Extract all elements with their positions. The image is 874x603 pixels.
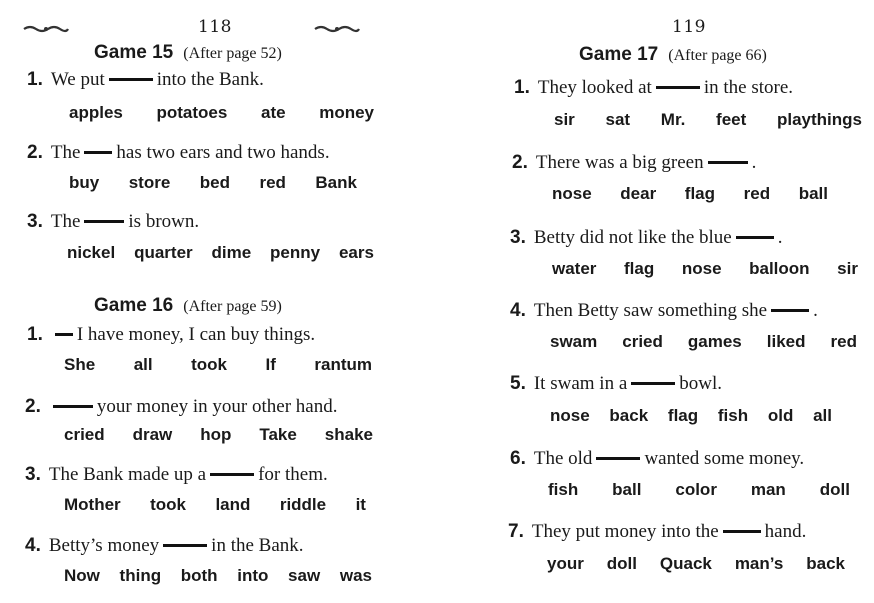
choice-word[interactable]: liked <box>766 332 806 351</box>
question-text-after: for them. <box>258 464 328 485</box>
choice-word[interactable]: ball <box>798 184 828 203</box>
choice-word[interactable]: all <box>133 355 153 374</box>
game-heading <box>94 42 282 64</box>
choice-word[interactable]: land <box>215 495 251 514</box>
answer-blank <box>55 333 73 336</box>
question <box>25 535 304 557</box>
choice-word[interactable]: was <box>339 566 372 585</box>
choice-word[interactable]: If <box>265 355 276 374</box>
question-number: 3. <box>27 211 43 232</box>
choice-word[interactable]: flag <box>684 184 716 203</box>
game-title: Game 15 <box>94 42 174 63</box>
choice-word[interactable]: playthings <box>776 110 862 129</box>
question-text-after: is brown. <box>128 211 200 232</box>
question-text-after: . <box>813 300 818 321</box>
choice-word[interactable]: games <box>687 332 742 351</box>
choice-word[interactable]: shake <box>324 425 373 444</box>
choice-word[interactable]: rantum <box>314 355 372 374</box>
question-text-after: . <box>777 227 783 248</box>
question-text-before: They put money into the <box>531 521 719 542</box>
answer-blank <box>210 473 254 476</box>
answer-choices <box>552 184 828 204</box>
question-number: 6. <box>510 448 526 469</box>
choice-word[interactable]: Mr. <box>660 110 686 129</box>
answer-blank <box>708 161 748 164</box>
choice-word[interactable]: She <box>64 355 96 374</box>
choice-word[interactable]: both <box>180 566 218 585</box>
question <box>27 211 199 233</box>
question <box>514 77 793 99</box>
question-number: 4. <box>25 535 41 556</box>
question <box>510 448 804 470</box>
answer-choices <box>64 566 372 586</box>
choice-word[interactable]: all <box>813 406 832 425</box>
choice-word[interactable]: man <box>750 480 786 499</box>
question-text-after: in the store. <box>703 77 794 98</box>
choice-word[interactable]: sir <box>554 110 575 129</box>
question-text-before: The <box>50 211 81 232</box>
game-title: Game 17 <box>579 44 659 65</box>
question-text-after: in the Bank. <box>211 535 304 556</box>
question <box>27 69 264 91</box>
answer-choices <box>552 259 858 279</box>
page-number: 119 <box>672 17 706 37</box>
choice-word[interactable]: back <box>609 406 649 425</box>
question <box>27 142 330 164</box>
answer-choices <box>69 173 357 193</box>
question-number: 4. <box>510 300 526 321</box>
answer-blank <box>109 78 153 81</box>
ornament-icon <box>22 24 70 34</box>
question <box>508 521 806 543</box>
answer-blank <box>53 405 93 408</box>
choice-word[interactable]: it <box>355 495 366 514</box>
question <box>25 464 328 486</box>
question-text-after: wanted some money. <box>644 448 805 469</box>
question-number: 2. <box>25 396 41 417</box>
question <box>25 396 337 418</box>
choice-word[interactable]: old <box>767 406 794 425</box>
choice-word[interactable]: doll <box>819 480 850 499</box>
choice-word[interactable]: back <box>806 554 845 573</box>
choice-word[interactable]: balloon <box>749 259 810 278</box>
question-number: 2. <box>512 152 528 173</box>
question-number: 7. <box>508 521 524 542</box>
choice-word[interactable]: nose <box>552 184 592 203</box>
right-page <box>437 0 874 603</box>
question-text-before: We put <box>50 69 105 90</box>
answer-blank <box>656 86 700 89</box>
choice-word[interactable]: Take <box>259 425 297 444</box>
choice-word[interactable]: potatoes <box>156 103 228 122</box>
question-text-before: It swam in a <box>533 373 628 394</box>
answer-choices <box>64 355 372 375</box>
question-text-before: Betty’s money <box>48 535 160 556</box>
answer-blank <box>596 457 640 460</box>
question-number: 1. <box>27 324 43 345</box>
question-text-after: bowl. <box>679 373 723 394</box>
answer-choices <box>67 243 374 263</box>
choice-word[interactable]: fish <box>717 406 749 425</box>
choice-word[interactable]: color <box>675 480 717 499</box>
choice-word[interactable]: feet <box>716 110 747 129</box>
choice-word[interactable]: sat <box>605 110 631 129</box>
choice-word[interactable]: took <box>150 495 186 514</box>
answer-blank <box>771 309 809 312</box>
choice-word[interactable]: man’s <box>734 554 784 573</box>
choice-word[interactable]: red <box>259 173 286 192</box>
question-text-after: into the Bank. <box>156 69 264 90</box>
answer-blank <box>723 530 761 533</box>
game-heading <box>94 295 282 317</box>
answer-choices <box>548 480 850 500</box>
game-after: (After page 52) <box>183 45 282 62</box>
choice-word[interactable]: cried <box>622 332 663 351</box>
question-number: 1. <box>514 77 530 98</box>
choice-word[interactable]: buy <box>69 173 100 192</box>
choice-word[interactable]: cried <box>64 425 105 444</box>
choice-word[interactable]: draw <box>132 425 173 444</box>
choice-word[interactable]: took <box>191 355 227 374</box>
choice-word[interactable]: your <box>547 554 584 573</box>
question <box>27 324 315 346</box>
question <box>512 152 756 174</box>
choice-word[interactable]: nose <box>681 259 722 278</box>
question-text-before: The <box>50 142 81 163</box>
choice-word[interactable]: Quack <box>659 554 712 573</box>
choice-word[interactable]: fish <box>548 480 579 499</box>
question-text-before: Then Betty saw something she <box>533 300 768 321</box>
choice-word[interactable]: ate <box>260 103 286 122</box>
question-text-before: Betty did not like the blue <box>533 227 732 248</box>
choice-word[interactable]: Now <box>64 566 100 585</box>
choice-word[interactable]: swam <box>550 332 598 351</box>
game-after: (After page 59) <box>183 298 282 315</box>
choice-word[interactable]: penny <box>270 243 321 262</box>
page-number: 118 <box>198 17 232 37</box>
answer-choices <box>64 425 373 445</box>
choice-word[interactable]: thing <box>119 566 162 585</box>
answer-choices <box>550 332 857 352</box>
question-text-before: They looked at <box>537 77 652 98</box>
answer-blank <box>163 544 207 547</box>
choice-word[interactable]: flag <box>624 259 655 278</box>
question-text-after: your money in your other hand. <box>96 396 338 417</box>
choice-word[interactable]: red <box>830 332 857 351</box>
choice-word[interactable]: riddle <box>279 495 327 514</box>
answer-choices <box>550 406 832 426</box>
choice-word[interactable]: saw <box>288 566 321 585</box>
choice-word[interactable]: ears <box>338 243 374 262</box>
question-number: 5. <box>510 373 526 394</box>
question-number: 2. <box>27 142 43 163</box>
choice-word[interactable]: money <box>319 103 374 122</box>
choice-word[interactable]: apples <box>69 103 123 122</box>
question-text-after: hand. <box>764 521 807 542</box>
question-text-after: I have money, I can buy things. <box>76 324 316 345</box>
choice-word[interactable]: water <box>552 259 597 278</box>
choice-word[interactable]: Mother <box>64 495 121 514</box>
answer-choices <box>554 110 862 130</box>
choice-word[interactable]: store <box>128 173 171 192</box>
choice-word[interactable]: dear <box>620 184 657 203</box>
choice-word[interactable]: quarter <box>134 243 193 262</box>
choice-word[interactable]: nose <box>550 406 590 425</box>
choice-word[interactable]: into <box>237 566 269 585</box>
choice-word[interactable]: doll <box>606 554 637 573</box>
game-after: (After page 66) <box>668 47 767 64</box>
choice-word[interactable]: hop <box>200 425 232 444</box>
choice-word[interactable]: nickel <box>67 243 116 262</box>
question-number: 3. <box>510 227 526 248</box>
question-number: 3. <box>25 464 41 485</box>
answer-choices <box>547 554 845 574</box>
question <box>510 300 818 322</box>
answer-choices <box>69 103 374 123</box>
question-number: 1. <box>27 69 43 90</box>
choice-word[interactable]: red <box>743 184 771 203</box>
question-text-after: has two ears and two hands. <box>116 142 330 163</box>
question-text-before: There was a big green <box>535 152 704 173</box>
question-text-before: The Bank made up a <box>48 464 207 485</box>
answer-blank <box>736 236 774 239</box>
choice-word[interactable]: bed <box>199 173 230 192</box>
ornament-icon <box>313 24 361 34</box>
question <box>510 227 783 249</box>
answer-blank <box>84 151 112 154</box>
choice-word[interactable]: sir <box>837 259 858 278</box>
question-text-before: The old <box>533 448 593 469</box>
choice-word[interactable]: Bank <box>315 173 357 192</box>
answer-blank <box>84 220 124 223</box>
choice-word[interactable]: flag <box>667 406 699 425</box>
game-heading <box>579 44 767 66</box>
question <box>510 373 722 395</box>
question-text-after: . <box>751 152 757 173</box>
game-title: Game 16 <box>94 295 174 316</box>
choice-word[interactable]: ball <box>612 480 642 499</box>
answer-choices <box>64 495 366 515</box>
answer-blank <box>631 382 675 385</box>
choice-word[interactable]: dime <box>211 243 252 262</box>
